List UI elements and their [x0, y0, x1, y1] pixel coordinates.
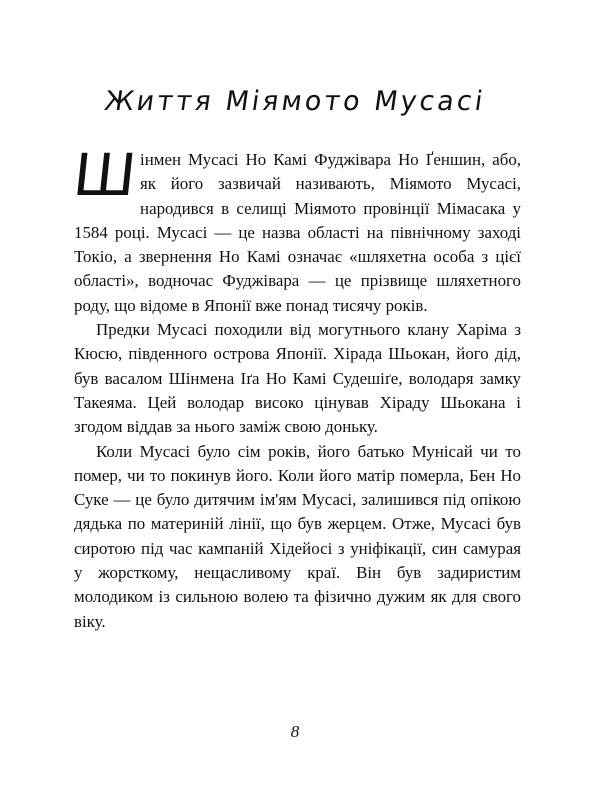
- paragraph-2: Предки Мусасі походили від могутнього клану Харіма з Кюсю, південного острова Японії. Хірада Шьокан, його дід, був васалом Шінмена Іґа Но Камі Судешіґе, володаря замку Такеяма. Цей володар високо цінував Хіраду Шьокана і згодом віддав за нього заміж свою доньку.: [74, 320, 521, 437]
- paragraph-1: [70, 141, 521, 318]
- paragraph-3: Коли Мусасі було сім років, його батько Мунісай чи то помер, чи то покинув його. Коли його матір померла, Бен Но Суке — це було дитячим ім'ям Мусасі, залишився під опікою дядька по материній лінії, що був жерцем. Отже, Мусасі був сиротою під час кампаній Хідейосі з уніфікації, син самурая у жорсткому, нещасливому краї. Він був задиристим молодиком із сильною волею та фізично дужим як для свого віку.: [74, 441, 521, 631]
- paragraph-1-text: інмен Мусасі Но Камі Фуджівара Но Ґеншин, або, як його зазвичай називають, Міямото Мусасі, народився в селищі Міямото провінції Мімасака у 1584 році. Мусасі — це назва області на північному заході Токіо, а звернення Но Камі означає «шляхетна особа з цієї області», водночас Фуджівара — це прізвище шляхетного роду, що відоме в Японії вже понад тисячу років.: [74, 150, 521, 315]
- drop-cap: Ш: [70, 141, 140, 209]
- page-number: 8: [290, 722, 300, 741]
- body-text: [70, 141, 521, 634]
- chapter-title: Життя Міямото Мусасі: [102, 86, 488, 117]
